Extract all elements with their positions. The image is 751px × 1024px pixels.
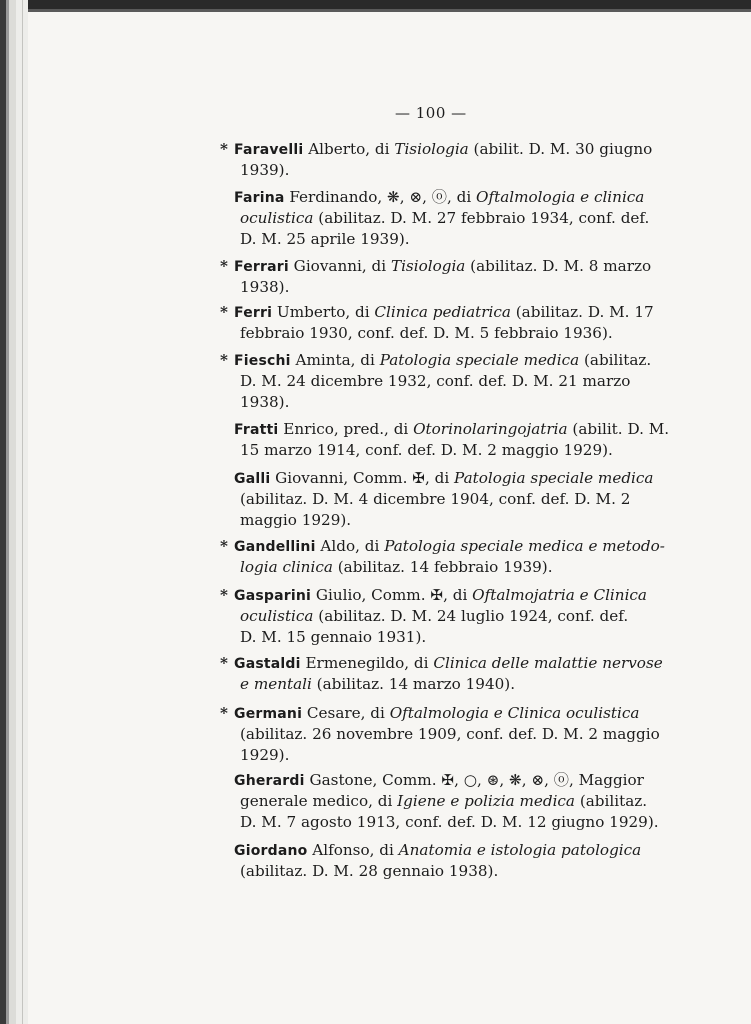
- entry-subject: Tisiologia: [394, 140, 469, 158]
- entry-line: * Gandellini Aldo, di Patologia speciale medica e metodo-: [220, 537, 665, 555]
- entry-surname: Germani: [234, 706, 303, 722]
- entry-surname: Gherardi: [234, 773, 305, 789]
- entry-line: (abilitaz. D. M. 4 dicembre 1904, conf. def. D. M. 2: [240, 490, 631, 508]
- entry-line: D. M. 25 aprile 1939).: [240, 230, 410, 248]
- entry-ferri: [220, 302, 654, 344]
- entry-surname: Gastaldi: [234, 656, 301, 672]
- entry-surname: Gasparini: [234, 588, 312, 604]
- page-top-edge: [0, 0, 751, 18]
- entry-line: D. M. 7 agosto 1913, conf. def. D. M. 12 giugno 1929).: [240, 813, 659, 831]
- entry-subject: Oftalmologia e clinica: [476, 188, 645, 206]
- entry-surname: Faravelli: [234, 142, 304, 158]
- entry-surname: Giordano: [234, 843, 308, 859]
- entry-line: 1929).: [240, 746, 290, 764]
- entry-line: * Gasparini Giulio, Comm. ✠, di Oftalmojatria e Clinica: [220, 586, 647, 604]
- entry-subject: Patologia speciale medica: [454, 469, 654, 487]
- entry-line: 1938).: [240, 278, 290, 296]
- entry-faravelli: [220, 139, 653, 181]
- entry-subject: Patologia speciale medica: [379, 351, 580, 369]
- entry-surname: Galli: [234, 471, 271, 487]
- entry-gherardi: [220, 770, 659, 833]
- book-binding-edge: [0, 0, 28, 1024]
- entry-line: Gherardi Gastone, Comm. ✠, ○, ⊛, ❋, ⊗, ⓞ, Maggior: [234, 771, 644, 789]
- entry-subject: logia clinica: [240, 558, 333, 576]
- entry-subject: Oftalmojatria e Clinica: [472, 586, 647, 604]
- entry-subject: Patologia speciale medica e metodo-: [384, 537, 665, 555]
- entry-subject: Igiene e polizia medica: [397, 792, 575, 810]
- entry-line: Farina Ferdinando, ❋, ⊗, ⓞ, di Oftalmologia e clinica: [234, 188, 645, 206]
- entry-germani: [220, 703, 660, 766]
- entry-line: oculistica (abilitaz. D. M. 24 luglio 1924, conf. def.: [240, 607, 629, 625]
- entry-subject: Oftalmologia e Clinica oculistica: [389, 704, 640, 722]
- entry-ferrari: [220, 256, 650, 298]
- entry-gandellini: [220, 536, 665, 578]
- entry-line: (abilitaz. 26 novembre 1909, conf. def. D. M. 2 maggio: [240, 725, 660, 743]
- open-competition-marker: *: [220, 654, 228, 672]
- entry-line: e mentali (abilitaz. 14 marzo 1940).: [240, 675, 516, 693]
- entry-line: 1939).: [240, 161, 290, 179]
- open-competition-marker: *: [220, 586, 228, 604]
- entry-line: 15 marzo 1914, conf. def. D. M. 2 maggio 1929).: [240, 441, 613, 459]
- entry-line: febbraio 1930, conf. def. D. M. 5 febbraio 1936).: [240, 324, 613, 342]
- entry-line: Galli Giovanni, Comm. ✠, di Patologia speciale medica: [234, 469, 654, 487]
- entry-line: generale medico, di Igiene e polizia medica (abilitaz.: [240, 792, 648, 810]
- open-competition-marker: *: [220, 537, 228, 555]
- entry-line: oculistica (abilitaz. D. M. 27 febbraio 1934, conf. def.: [240, 209, 650, 227]
- entry-line: logia clinica (abilitaz. 14 febbraio 1939).: [240, 558, 553, 576]
- entry-giordano: [220, 840, 650, 882]
- page-number: — 100 —: [395, 104, 467, 122]
- entry-surname: Ferri: [234, 305, 273, 321]
- open-competition-marker: *: [220, 257, 228, 275]
- entry-subject: e mentali: [240, 675, 312, 693]
- open-competition-marker: *: [220, 704, 228, 722]
- entry-subject: Tisiologia: [390, 257, 466, 275]
- entry-line: Giordano Alfonso, di Anatomia e istologia patologica: [234, 841, 642, 859]
- entry-surname: Fratti: [234, 422, 279, 438]
- entry-subject: Otorinolaringojatria: [413, 420, 568, 438]
- entry-farina: [220, 187, 650, 250]
- entry-subject: Clinica pediatrica: [374, 303, 511, 321]
- entry-surname: Ferrari: [234, 259, 289, 275]
- entry-galli: [220, 468, 654, 531]
- entry-line: * Ferri Umberto, di Clinica pediatrica (abilitaz. D. M. 17: [220, 303, 654, 321]
- entry-subject: Clinica delle malattie nervose: [433, 654, 663, 672]
- open-competition-marker: *: [220, 303, 228, 321]
- entry-line: * Faravelli Alberto, di Tisiologia (abilit. D. M. 30 giugno: [220, 140, 653, 158]
- entry-line: * Ferrari Giovanni, di Tisiologia (abilitaz. D. M. 8 marzo: [220, 257, 652, 275]
- entry-line: * Gastaldi Ermenegildo, di Clinica delle malattie nervose: [220, 654, 663, 672]
- entry-gastaldi: [220, 653, 663, 695]
- entry-subject: oculistica: [240, 607, 314, 625]
- entry-surname: Gandellini: [234, 539, 316, 555]
- entry-subject: oculistica: [240, 209, 314, 227]
- entry-surname: Fieschi: [234, 353, 291, 369]
- entry-line: D. M. 15 gennaio 1931).: [240, 628, 427, 646]
- entry-line: Fratti Enrico, pred., di Otorinolaringojatria (abilit. D. M.: [234, 420, 670, 438]
- entry-fratti: [220, 419, 670, 461]
- entry-line: * Germani Cesare, di Oftalmologia e Clinica oculistica: [220, 704, 640, 722]
- entry-fieschi: [220, 350, 650, 413]
- entry-subject: Anatomia e istologia patologica: [398, 841, 642, 859]
- entry-gasparini: [220, 585, 650, 648]
- open-competition-marker: *: [220, 351, 228, 369]
- entry-line: maggio 1929).: [240, 511, 352, 529]
- entry-line: D. M. 24 dicembre 1932, conf. def. D. M. 21 marzo: [240, 372, 631, 390]
- entry-surname: Farina: [234, 190, 285, 206]
- entry-line: * Fieschi Aminta, di Patologia speciale medica (abilitaz.: [220, 351, 652, 369]
- entry-line: 1938).: [240, 393, 290, 411]
- open-competition-marker: *: [220, 140, 228, 158]
- entry-line: (abilitaz. D. M. 28 gennaio 1938).: [240, 862, 499, 880]
